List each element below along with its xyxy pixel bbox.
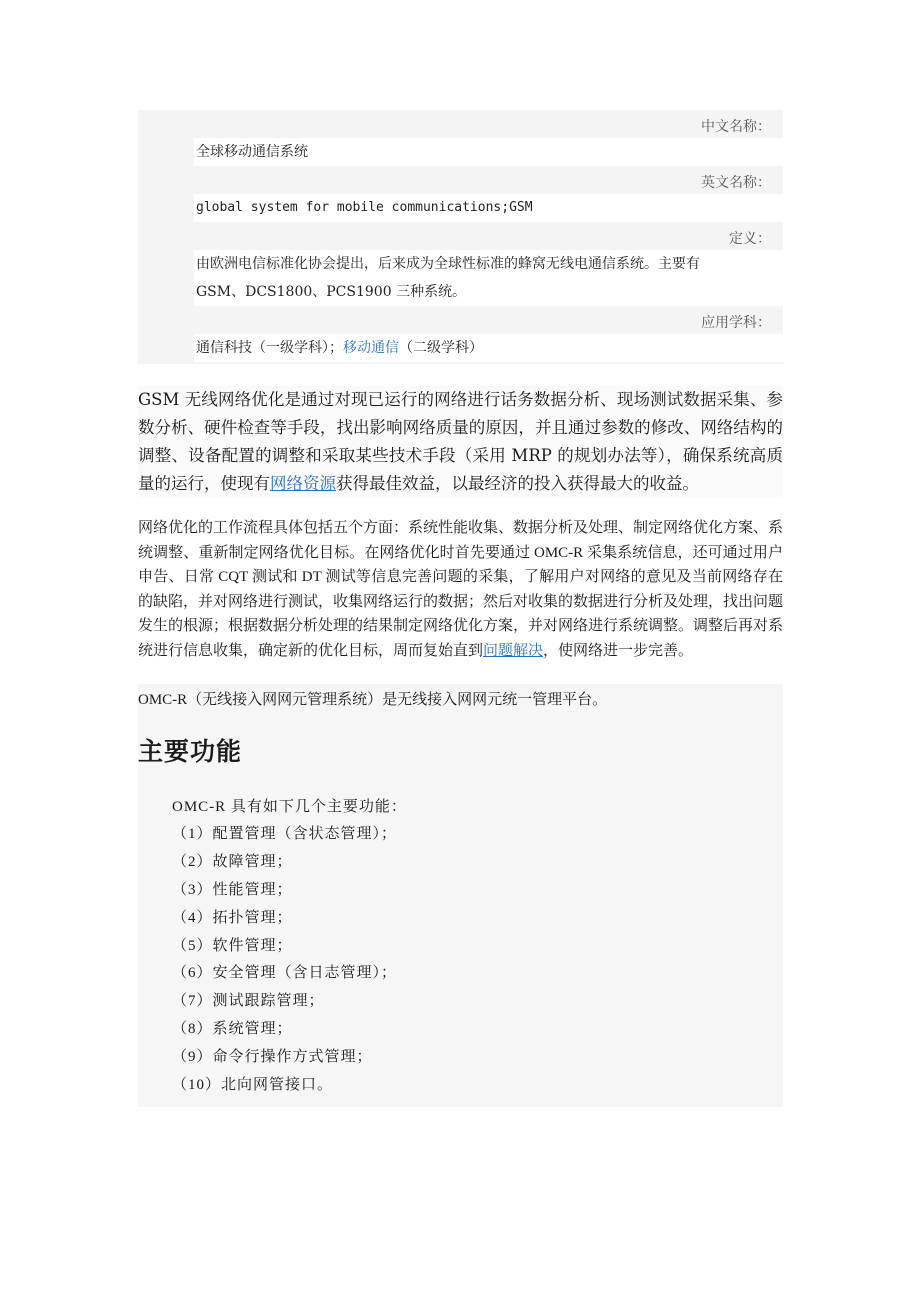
definition-line-2: GSM、DCS1800、PCS1900 三种系统。 <box>196 284 467 300</box>
para1-text-after: 获得最佳效益，以最经济的投入获得最大的收益。 <box>336 474 699 493</box>
gsm-optimization-paragraph <box>138 386 783 498</box>
workflow-paragraph <box>138 516 783 664</box>
subject-suffix: （二级学科） <box>399 340 483 356</box>
function-list-intro: OMC-R 具有如下几个主要功能： <box>172 798 407 815</box>
list-item: （2）故障管理； <box>172 854 293 871</box>
problem-solving-link[interactable]: 问题解决 <box>483 642 544 659</box>
list-item: （9）命令行操作方式管理； <box>172 1048 373 1065</box>
para2-text-after: ，使网络进一步完善。 <box>543 642 694 659</box>
document-page <box>138 110 783 1107</box>
subject-value <box>194 334 783 362</box>
function-list <box>138 794 783 1100</box>
definition-value <box>194 250 783 306</box>
subject-link-mobile-communication[interactable]: 移动通信 <box>343 340 399 356</box>
list-item: （5）软件管理； <box>172 937 293 954</box>
section-title-main-functions: 主要功能 <box>138 736 243 766</box>
subject-prefix: 通信科技（一级学科）； <box>196 340 343 356</box>
para2-text-before: 网络优化的工作流程具体包括五个方面：系统性能收集、数据分析及处理、制定网络优化方案、系统调整、重新制定网络优化目标。在网络优化时首先要通过 OMC-R 采集系统信息，还可通过用户申告、日常 CQT 测试和 DT 测试等信息完善问题的采集，了解用户对网络的意见及当前网络存在的缺陷，并对网络进行测试，收集网络运行的数据；然后对收集的数据进行分析及处理，找出问题发生的根源；根据数据分析处理的结果制定网络优化方案，并对网络进行系统调整。调整后再对系统进行信息收集，确定新的优化目标，周而复始直到 <box>138 520 784 659</box>
list-item: （1）配置管理（含状态管理）； <box>172 826 398 843</box>
cn-name-value: 全球移动通信系统 <box>194 138 783 166</box>
list-item: （8）系统管理； <box>172 1020 293 1037</box>
definition-line-1: 由欧洲电信标准化协会提出，后来成为全球性标准的蜂窝无线电通信系统。主要有 <box>196 256 700 272</box>
list-item: （10）北向网管接口。 <box>172 1076 334 1093</box>
list-item: （4）拓扑管理； <box>172 909 293 926</box>
en-name-value: global system for mobile communications;GSM <box>194 194 783 222</box>
list-item: （7）测试跟踪管理； <box>172 993 325 1010</box>
en-name-label: 英文名称： <box>138 166 783 194</box>
network-resource-link[interactable]: 网络资源 <box>270 474 336 493</box>
list-item: （3）性能管理； <box>172 881 293 898</box>
omc-intro: OMC-R（无线接入网网元管理系统）是无线接入网网元统一管理平台。 <box>138 691 608 708</box>
cn-name-label: 中文名称： <box>138 110 783 138</box>
definition-box <box>138 110 783 364</box>
para1-text-before: GSM 无线网络优化是通过对现已运行的网络进行话务数据分析、现场测试数据采集、参数分析、硬件检查等手段，找出影响网络质量的原因，并且通过参数的修改、网络结构的调整、设备配置的调整和采取某些技术手段（采用 MRP 的规划办法等），确保系统高质量的运行，使现有 <box>138 390 783 493</box>
omc-section <box>138 684 783 1108</box>
definition-label: 定义： <box>138 222 783 250</box>
subject-label: 应用学科： <box>138 306 783 334</box>
list-item: （6）安全管理（含日志管理）； <box>172 965 398 982</box>
